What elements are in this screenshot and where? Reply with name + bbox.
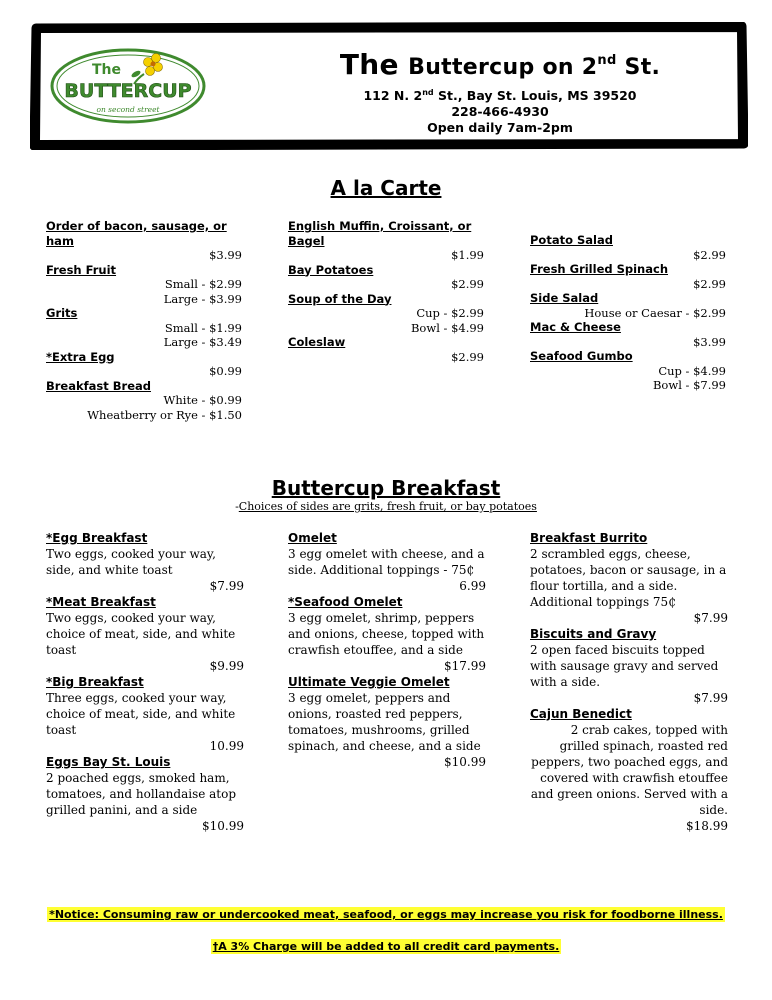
- menu-item-name: Breakfast Burrito: [530, 531, 648, 545]
- menu-item: [530, 262, 726, 291]
- menu-item-name: Breakfast Bread: [46, 378, 151, 393]
- menu-item-description: 2 crab cakes, topped with grilled spinach, roasted red peppers, two poached eggs, and covered with crawfish etouffee and green onions. Served with a side.: [530, 723, 728, 817]
- menu-item-price: $3.99: [209, 248, 242, 262]
- menu-item-price: $2.99: [693, 247, 726, 262]
- menu-item: [288, 335, 484, 364]
- menu-item: [46, 674, 244, 754]
- menu-item-name: Soup of the Day: [288, 291, 392, 306]
- menu-item-name: Ultimate Veggie Omelet: [288, 675, 450, 689]
- menu-item-name: Coleslaw: [288, 335, 346, 349]
- menu-item-name: *Meat Breakfast: [46, 595, 156, 609]
- menu-item-name: *Egg Breakfast: [46, 531, 148, 545]
- menu-item-price: Bowl - $7.99: [652, 378, 726, 392]
- menu-item-price: Bowl - $4.99: [410, 320, 484, 335]
- menu-item: [46, 350, 242, 379]
- menu-item-name: Bay Potatoes: [288, 262, 374, 277]
- menu-item-name: Cajun Benedict: [530, 707, 632, 721]
- menu-item-price: Large - $3.49: [163, 335, 242, 349]
- hours: Open daily 7am-2pm: [427, 120, 573, 135]
- menu-item-price: Cup - $4.99: [658, 363, 726, 378]
- menu-item: [46, 594, 244, 674]
- alacarte-column-1: [46, 219, 242, 422]
- alacarte-title: A la Carte: [330, 176, 442, 200]
- menu-item-name: Grits: [46, 306, 78, 320]
- menu-item: [530, 320, 726, 349]
- buttercup-logo: [48, 44, 208, 126]
- menu-item: [46, 379, 242, 423]
- menu-item: [288, 219, 484, 263]
- menu-item-price: $7.99: [209, 579, 244, 593]
- menu-item: [530, 291, 726, 320]
- menu-item: [46, 530, 244, 594]
- menu-item: [46, 306, 242, 350]
- address: 112 N. 2nd St., Bay St. Louis, MS 39520: [363, 88, 637, 103]
- menu-item-price: Large - $3.99: [163, 291, 242, 306]
- menu-item-price: $10.99: [444, 755, 486, 769]
- menu-item-description: Two eggs, cooked your way, choice of meat, side, and white toast: [46, 611, 236, 657]
- menu-item-price: $0.99: [209, 364, 242, 378]
- menu-item-name: *Extra Egg: [46, 349, 115, 364]
- menu-item-name: Seafood Gumbo: [530, 349, 633, 363]
- menu-item: [530, 626, 728, 706]
- restaurant-title: The Buttercup on 2nd St.: [339, 48, 661, 81]
- phone: 228-466-4930: [451, 104, 549, 119]
- header-frame: [30, 22, 748, 150]
- menu-item-price: $17.99: [444, 659, 486, 673]
- menu-item-name: *Big Breakfast: [46, 675, 144, 689]
- menu-item-price: $1.99: [451, 248, 484, 262]
- menu-item-name: Side Salad: [530, 291, 599, 305]
- svg-text:BUTTERCUP: BUTTERCUP: [64, 80, 192, 102]
- breakfast-subtitle: -Choices of sides are grits, fresh fruit, or bay potatoes: [235, 500, 537, 513]
- menu-item: [288, 263, 484, 292]
- menu-item-name: Mac & Cheese: [530, 320, 621, 334]
- menu-item-price: $2.99: [451, 349, 484, 364]
- menu-item: [530, 233, 726, 262]
- menu-item-price: $18.99: [686, 819, 728, 833]
- menu-item-name: Eggs Bay St. Louis: [46, 755, 171, 769]
- menu-item-price: $3.99: [693, 334, 726, 349]
- menu-item-price: Wheatberry or Rye - $1.50: [87, 407, 242, 422]
- menu-item: [288, 292, 484, 336]
- menu-item: [46, 263, 242, 307]
- menu-item: [288, 530, 486, 594]
- menu-item: [530, 349, 726, 393]
- menu-item-description: 3 egg omelet, peppers and onions, roasted red peppers, tomatoes, mushrooms, grilled spinach, and cheese, and a side: [288, 691, 481, 753]
- menu-item: [46, 754, 244, 834]
- menu-item: [530, 530, 728, 626]
- menu-item-price: $7.99: [693, 691, 728, 705]
- menu-item-description: Two eggs, cooked your way, side, and white toast: [46, 547, 216, 577]
- menu-item: [288, 594, 486, 674]
- menu-item-price: $10.99: [202, 819, 244, 833]
- menu-item-description: 2 open faced biscuits topped with sausage gravy and served with a side.: [530, 643, 719, 689]
- menu-item-price: $2.99: [693, 276, 726, 291]
- menu-item-price: $2.99: [451, 277, 484, 291]
- menu-item-price: $7.99: [693, 611, 728, 625]
- breakfast-column-3: [530, 530, 728, 834]
- menu-item-price: 6.99: [459, 579, 486, 593]
- menu-item-price: Cup - $2.99: [416, 306, 484, 320]
- alacarte-column-3: [530, 233, 726, 393]
- breakfast-title: Buttercup Breakfast: [271, 476, 501, 500]
- raw-food-notice: *Notice: Consuming raw or undercooked meat, seafood, or eggs may increase you risk for foodborne illness.: [49, 908, 723, 921]
- menu-item-price: $9.99: [209, 659, 244, 673]
- menu-item-description: Three eggs, cooked your way, choice of meat, side, and white toast: [46, 691, 236, 737]
- menu-item-name: Fresh Grilled Spinach: [530, 262, 669, 276]
- breakfast-column-1: [46, 530, 244, 834]
- restaurant-info: [280, 44, 720, 136]
- menu-item-price: 10.99: [209, 739, 244, 753]
- menu-item-price: White - $0.99: [163, 393, 242, 407]
- breakfast-column-2: [288, 530, 486, 770]
- menu-item-name: Fresh Fruit: [46, 262, 117, 277]
- svg-text:The: The: [92, 62, 122, 78]
- credit-card-notice: †A 3% Charge will be added to all credit card payments.: [212, 940, 560, 953]
- menu-item-name: English Muffin, Croissant, or Bagel: [288, 219, 472, 248]
- menu-item-name: Order of bacon, sausage, or ham: [46, 219, 227, 248]
- menu-item: [530, 706, 728, 834]
- menu-item: [288, 674, 486, 770]
- menu-item: [46, 219, 242, 263]
- alacarte-column-2: [288, 219, 484, 364]
- menu-item-name: Omelet: [288, 531, 337, 545]
- menu-item-price: House or Caesar - $2.99: [584, 305, 726, 320]
- menu-item-description: 3 egg omelet with cheese, and a side. Additional toppings - 75₵: [288, 547, 485, 577]
- svg-text:on second street: on second street: [96, 105, 160, 114]
- menu-item-name: Biscuits and Gravy: [530, 627, 657, 641]
- menu-item-price: Small - $2.99: [164, 277, 242, 291]
- menu-item-name: *Seafood Omelet: [288, 595, 403, 609]
- menu-item-description: 2 scrambled eggs, cheese, potatoes, bacon or sausage, in a flour tortilla, and a side. Additional toppings 75₵: [530, 547, 727, 609]
- menu-item-description: 2 poached eggs, smoked ham, tomatoes, and hollandaise atop grilled panini, and a side: [46, 771, 237, 817]
- menu-item-description: 3 egg omelet, shrimp, peppers and onions, cheese, topped with crawfish etouffee, and a side: [288, 611, 485, 657]
- menu-item-price: Small - $1.99: [164, 320, 242, 335]
- menu-item-name: Potato Salad: [530, 233, 613, 247]
